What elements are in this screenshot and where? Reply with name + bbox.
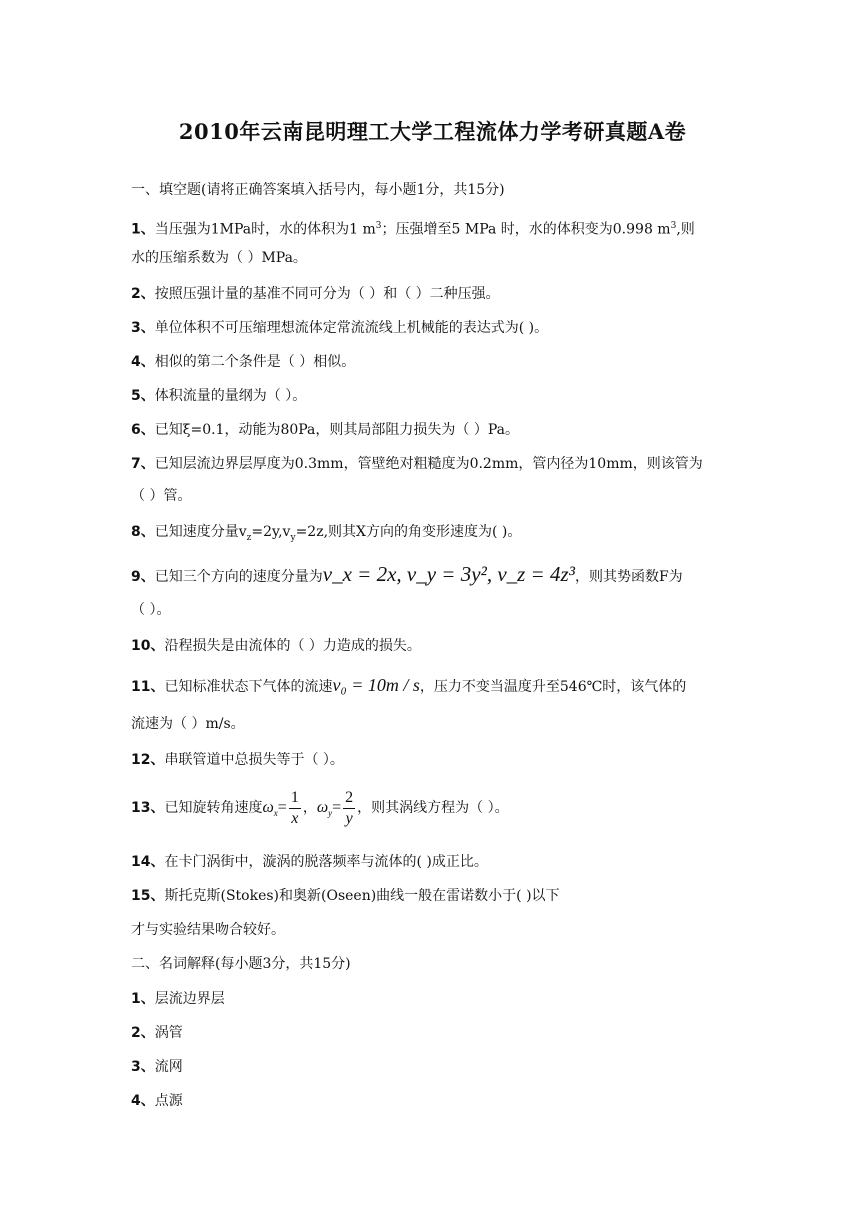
question-number: 4、 [131,354,155,370]
section1-heading: 一、填空题(请将正确答案填入括号内，每小题1分，共15分) [131,182,505,198]
question-text: ，压力不变当温度升至546℃时，该气体的 [419,679,687,695]
question-number: 3、 [131,320,155,336]
superscript: 3 [375,221,382,231]
question-12 [131,750,344,770]
fraction-1-over-x [289,788,301,829]
term-text: 点源 [154,1093,183,1109]
denominator: y [345,809,353,827]
question-7 [131,454,703,474]
term-number: 3、 [131,1059,155,1075]
question-number: 13、 [131,800,165,816]
question-2 [131,284,500,304]
subscript: y [328,807,333,818]
question-number: 11、 [131,679,165,695]
question-text: 体积流量的量纲为（ ）。 [154,388,307,404]
term-number: 4、 [131,1093,155,1109]
term-item [131,1057,183,1077]
question-number: 8、 [131,524,155,540]
question-6 [131,420,519,440]
question-text: 斯托克斯(Stokes)和奥新(Oseen)曲线一般在雷诺数小于( )以下 [164,888,560,904]
question-8 [131,522,521,548]
question-text: 沿程损失是由流体的（ ）力造成的损失。 [164,638,421,654]
term-number: 2、 [131,1025,155,1041]
question-text: ,则 [676,221,695,238]
denominator: x [291,809,299,827]
question-text: ，则其势函数F为 [574,569,683,585]
numerator: 2 [343,788,355,809]
question-text: 已知标准状态下气体的流速 [164,679,333,695]
question-7-line2: （ ）管。 [131,488,192,504]
question-13 [131,786,509,835]
question-9 [131,561,683,590]
question-4 [131,352,355,372]
question-text: =2y,v [251,524,291,540]
question-text: 串联管道中总损失等于（ ）。 [164,752,344,768]
question-text: 单位体积不可压缩理想流体定常流流线上机械能的表达式为( )。 [154,320,549,336]
question-text: ；压强增至5 MPa 时，水的体积变为0.998 m [381,221,671,238]
question-10 [131,636,421,656]
question-1-line2: 水的压缩系数为（ ）MPa。 [131,250,307,266]
fraction-2-over-y [343,788,355,829]
question-3 [131,318,548,338]
question-text: 按照压强计量的基准不同可分为（ ）和（ ）二种压强。 [154,286,500,302]
question-14 [131,852,488,872]
question-11 [131,673,686,699]
question-number: 5、 [131,388,155,404]
term-item [131,989,225,1009]
question-text: 在卡门涡街中，漩涡的脱落频率与流体的( )成正比。 [164,854,488,870]
question-5 [131,386,306,406]
velocity-formula: ν_x = 2x, ν_y = 3y², ν_z = 4z³ [322,562,575,586]
omega-x: ω [262,799,274,816]
term-text: 涡管 [154,1025,183,1041]
question-text: ，则其涡线方程为（ ）。 [357,800,509,816]
term-item [131,1091,183,1111]
question-number: 7、 [131,456,155,472]
question-1 [131,216,695,240]
question-15 [131,886,560,906]
question-text: 已知速度分量v [154,524,247,540]
question-number: 2、 [131,286,155,302]
question-number: 6、 [131,422,155,438]
term-text: 流网 [154,1059,183,1075]
question-number: 12、 [131,752,165,768]
separator: ， [302,800,317,816]
question-number: 15、 [131,888,165,904]
question-text: 已知旋转角速度 [164,800,263,816]
question-9-line2: （ ）。 [131,602,171,618]
question-11-line2: 流速为（ ）m/s。 [131,716,245,732]
question-number: 9、 [131,569,155,585]
question-text: 已知层流边界层厚度为0.3mm，管壁绝对粗糙度为0.2mm，管内径为10mm，则该管为 [154,456,703,472]
omega-y: ω [316,799,329,816]
term-number: 1、 [131,991,155,1007]
subscript: y [290,532,296,543]
question-text: 已知ξ=0.1，动能为80Pa，则其局部阻力损失为（ ）Pa。 [154,422,519,438]
page-title: 2010年云南昆明理工大学工程流体力学考研真题A卷 [178,119,687,144]
superscript: 3 [670,221,677,231]
question-number: 14、 [131,854,165,870]
equals-sign: = [332,799,342,816]
term-text: 层流边界层 [154,991,225,1007]
velocity-formula: ν₀ = 10m / s [332,675,420,695]
question-text: =2z,则其X方向的角变形速度为( )。 [295,524,522,540]
question-number: 10、 [131,638,165,654]
question-15-line2: 才与实验结果吻合较好。 [131,922,285,938]
question-text: 已知三个方向的速度分量为 [154,569,323,585]
section2-heading: 二、名词解释(每小题3分，共15分) [131,956,351,972]
equals-sign: = [277,799,287,816]
question-text: 当压强为1MPa时，水的体积为1 m [154,221,376,238]
subscript: z [246,532,252,543]
term-item [131,1023,183,1043]
subscript: x [273,807,278,818]
question-number: 1、 [131,221,155,238]
numerator: 1 [289,788,301,809]
question-text: 相似的第二个条件是（ ）相似。 [154,354,356,370]
